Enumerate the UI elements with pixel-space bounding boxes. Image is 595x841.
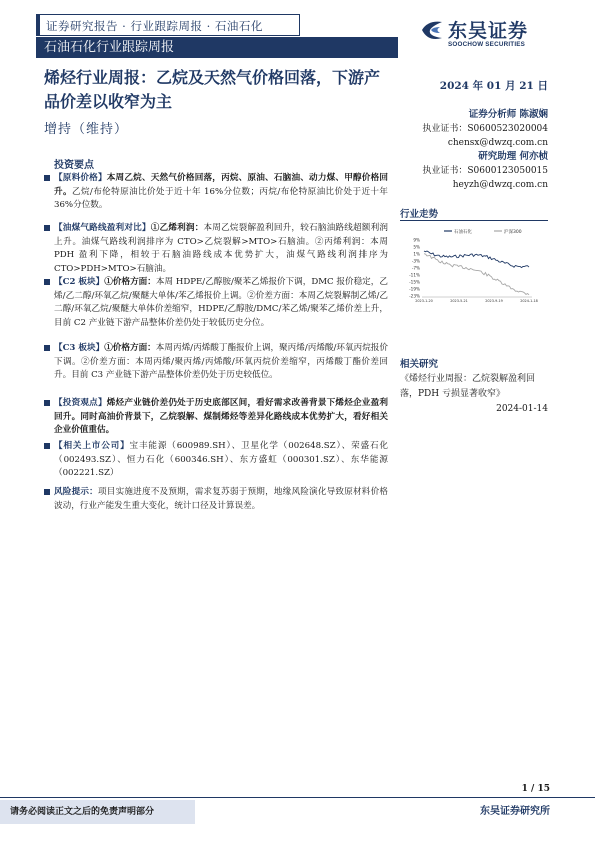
y-tick-label: -7% bbox=[411, 265, 420, 271]
logo-text-cn: 东吴证券 bbox=[448, 20, 529, 42]
point-bold: 烯烃产业链价差仍处于历史底部区间，看好需求改善背景下烯烃企业盈利回升。同时高油价背景下，乙烷裂解、煤制烯烃等差异化路线成本优势扩大，看好相关企业价值重估。 bbox=[54, 398, 388, 435]
x-tick-label: 2024-1-18 bbox=[520, 299, 538, 303]
bullet-icon bbox=[44, 225, 50, 231]
point-c3 bbox=[54, 342, 388, 383]
analyst-1-cert: 执业证书：S0600523020004 bbox=[422, 124, 548, 134]
footer-company: 东吴证券研究所 bbox=[480, 806, 550, 817]
point-text: 乙烷/布伦特原油比价处于近十年 16%分位数；丙烷/布伦特原油比价处于近十年 36%分位数。 bbox=[54, 186, 388, 210]
industry-trend-chart bbox=[400, 223, 548, 303]
point-bold: ①价格方面： bbox=[104, 343, 156, 353]
report-date: 2024 年 01 月 21 日 bbox=[439, 80, 548, 92]
bullet-icon bbox=[44, 400, 50, 406]
logo-mark-icon bbox=[420, 18, 444, 42]
bullet-icon bbox=[44, 443, 50, 449]
footer-divider bbox=[0, 797, 595, 798]
point-raw-material bbox=[54, 172, 388, 213]
y-tick-label: -19% bbox=[409, 286, 420, 292]
chart-legend bbox=[444, 228, 522, 235]
soochow-logo bbox=[420, 14, 560, 54]
y-axis-ticks bbox=[409, 238, 420, 299]
logo-text-en: SOOCHOW SECURITIES bbox=[448, 41, 526, 48]
point-investment-view bbox=[54, 397, 388, 438]
point-lead: 风险提示： bbox=[54, 487, 98, 497]
x-tick-label: 2023-5-21 bbox=[450, 299, 468, 303]
invest-points-title: 投资要点 bbox=[54, 160, 94, 171]
point-lead: 【油煤气路线盈利对比】 bbox=[54, 223, 151, 233]
y-tick-label: -3% bbox=[411, 258, 420, 264]
point-lead: 【相关上市公司】 bbox=[54, 441, 130, 451]
point-text: 本周 HDPE/乙醇胺/聚苯乙烯报价下调，DMC 报价稳定，乙烯/乙二醇/环氧乙烷/聚醚大单体/苯乙烯报价上调。②价差方面：本周乙烷裂解制乙烯/乙二醇/环氧乙烷/聚醚大单体价差缩窄，HDPE/乙醇胺/DMC/苯乙烯/聚苯乙烯价差上升，目前 C2 产业链下游产品整体价差仍处于较低历史分位。 bbox=[54, 277, 388, 328]
related-research-link[interactable]: 《烯烃行业周报：乙烷裂解盈利回落，PDH 亏损显著收窄》 bbox=[400, 374, 536, 399]
trend-title: 行业走势 bbox=[400, 209, 439, 220]
y-tick-label: 5% bbox=[413, 244, 420, 250]
analyst-1-email[interactable]: chensx@dwzq.com.cn bbox=[447, 138, 548, 148]
bullet-icon bbox=[44, 345, 50, 351]
analyst-2-name: 研究助理 何亦桢 bbox=[478, 151, 548, 162]
point-lead: 【原料价格】 bbox=[54, 173, 107, 183]
y-tick-label: 9% bbox=[413, 237, 420, 243]
related-research-date: 2024-01-14 bbox=[496, 404, 548, 414]
x-axis-ticks bbox=[415, 299, 538, 303]
bullet-icon bbox=[44, 279, 50, 285]
point-text: 项目实施进度不及预期，需求复苏弱于预期，地缘风险演化导致原材料价格波动，行业产能发生重大变化，统计口径及计算误差。 bbox=[54, 487, 388, 511]
series-line-b bbox=[424, 254, 529, 295]
report-series-bar: 石油石化行业跟踪周报 bbox=[36, 37, 398, 58]
point-bold: ①乙烯利润： bbox=[150, 223, 204, 233]
x-tick-label: 2023-1-20 bbox=[415, 299, 433, 303]
point-text: 本周丙烯/丙烯酸丁酯报价上调，聚丙烯/丙烯酸/环氧丙烷报价下调。②价差方面：本周丙烯/聚丙烯/丙烯酸/环氧丙烷价差缩窄，丙烯酸丁酯价差回升。目前 C3 产业链下游产品整体价差仍处于历史较低位。 bbox=[54, 343, 389, 380]
legend-label-b: 沪深300 bbox=[504, 230, 522, 235]
y-tick-label: -23% bbox=[409, 293, 420, 299]
trend-divider bbox=[400, 220, 548, 221]
bullet-icon bbox=[44, 489, 50, 495]
y-tick-label: -15% bbox=[409, 279, 420, 285]
x-tick-label: 2023-9-19 bbox=[485, 299, 503, 303]
point-route-profit bbox=[54, 222, 388, 276]
analyst-2-email[interactable]: heyzh@dwzq.com.cn bbox=[452, 180, 548, 190]
point-lead: 【C3 板块】 bbox=[54, 343, 105, 353]
legend-label-a: 石油石化 bbox=[454, 230, 472, 235]
series-line-a bbox=[424, 251, 529, 268]
disclaimer-note: 请务必阅读正文之后的免责声明部分 bbox=[0, 800, 195, 824]
point-c2 bbox=[54, 276, 388, 330]
point-text: 宝丰能源（600989.SH）、卫星化学（002648.SZ）、荣盛石化（002493.SZ）、恒力石化（600346.SH）、东方盛虹（000301.SZ）、东华能源（002221.SZ） bbox=[54, 441, 388, 478]
y-tick-label: 1% bbox=[413, 251, 420, 257]
point-lead: 【投资观点】 bbox=[54, 398, 107, 408]
analyst-1-name: 证券分析师 陈淑娴 bbox=[468, 109, 548, 120]
point-related-companies bbox=[54, 440, 388, 481]
point-bold: 本周乙烷、天然气价格回落，丙烷、原油、石脑油、动力煤、甲醇价格回升。 bbox=[54, 173, 388, 197]
related-research-title: 相关研究 bbox=[400, 359, 439, 370]
rating-label: 增持（维持） bbox=[44, 122, 129, 137]
point-text: 本周乙烷裂解盈利回升，较石脑油路线超额利润上升。油煤气路线利润排序为 CTO>乙烷裂解>MTO>石脑油。②丙烯利润：本周 PDH 盈利下降，相较于石脑油路线成本优势扩大，油煤气路线利润排序为 CTO>PDH>MTO>石脑油。 bbox=[54, 223, 388, 274]
point-risk bbox=[54, 486, 388, 513]
page-number: 1 / 15 bbox=[521, 784, 550, 794]
report-category-tag: 证券研究报告 · 行业跟踪周报 · 石油石化 bbox=[36, 14, 300, 36]
point-bold: ①价格方面： bbox=[104, 277, 156, 287]
analyst-2-cert: 执业证书：S0600123050015 bbox=[422, 166, 548, 176]
bullet-icon bbox=[44, 175, 50, 181]
y-tick-label: -11% bbox=[409, 272, 420, 278]
report-title: 烯烃行业周报：乙烷及天然气价格回落，下游产品价差以收窄为主 bbox=[44, 68, 381, 111]
point-lead: 【C2 板块】 bbox=[54, 277, 105, 287]
